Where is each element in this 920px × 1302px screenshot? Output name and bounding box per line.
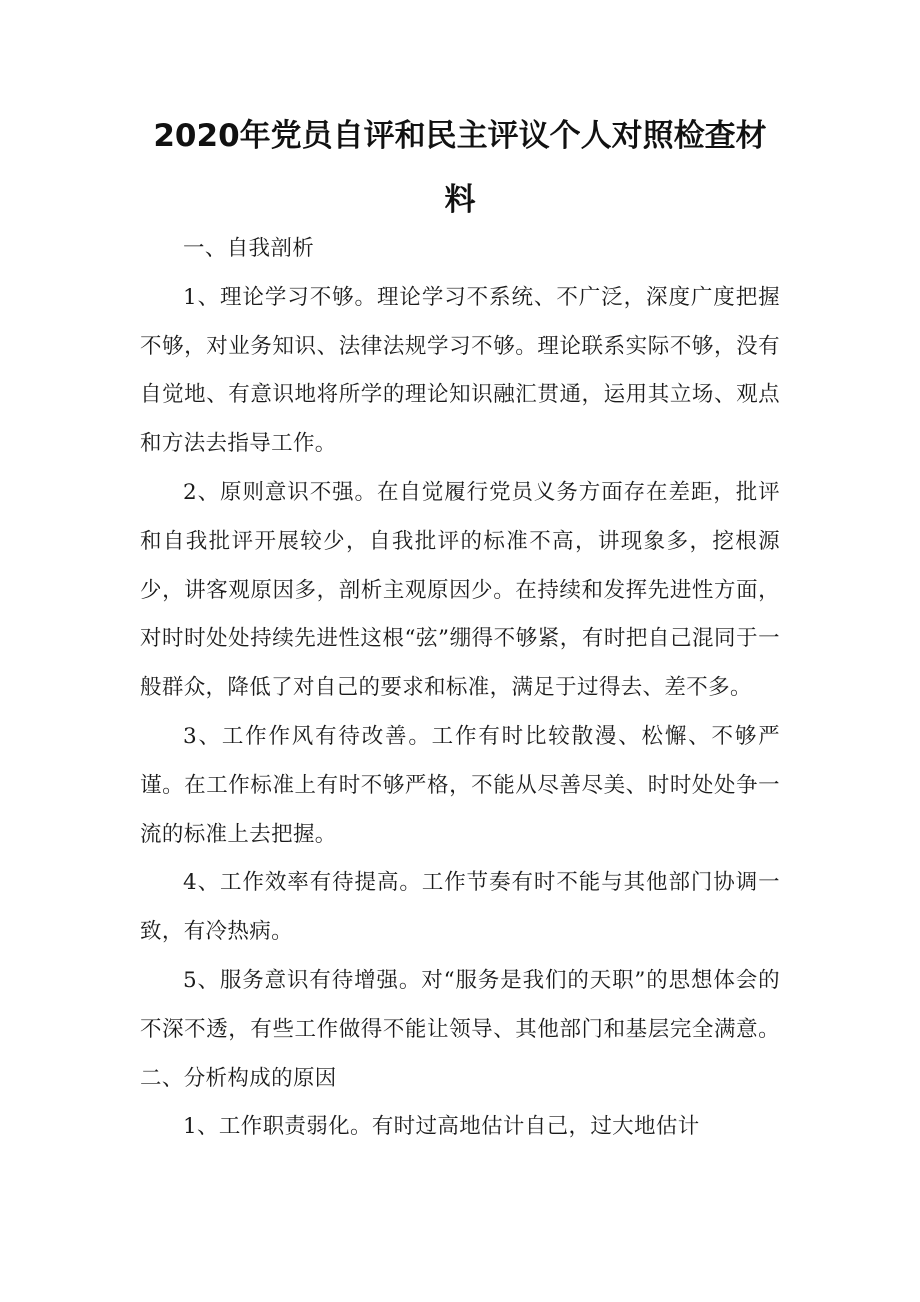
paragraph-work-efficiency: 4、工作效率有待提高。工作节奏有时不能与其他部门协调一致，有冷热病。: [140, 870, 780, 945]
document-title-line-1: 2020年党员自评和民主评议个人对照检查材: [153, 118, 767, 154]
paragraph-work-style: 3、工作作风有待改善。工作有时比较散漫、松懈、不够严谨。在工作标准上有时不够严格，不能从尽善尽美、时时处处争一流的标准上去把握。: [140, 723, 780, 847]
paragraph-service-awareness: 5、服务意识有待增强。对“服务是我们的天职”的思想体会的不深不透，有些工作做得不能让领导、其他部门和基层完全满意。二、分析构成的原因: [140, 967, 780, 1091]
paragraph-principle-awareness: 2、原则意识不强。在自觉履行党员义务方面存在差距，批评和自我批评开展较少，自我批评的标准不高，讲现象多，挖根源少，讲客观原因多，剖析主观原因少。在持续和发挥先进性方面，对时时处处持续先进性这根“弦”绷得不够紧，有时把自己混同于一般群众，降低了对自己的要求和标准，满足于过得去、差不多。: [140, 479, 780, 701]
document-title-line-2: 料: [444, 182, 476, 218]
document-body: [140, 225, 780, 1152]
paragraph-job-responsibility: 1、工作职责弱化。有时过高地估计自己，过大地估计: [183, 1114, 700, 1140]
section-heading-self-analysis: 一、自我剖析: [183, 236, 315, 261]
paragraph-theory-study: 1、理论学习不够。理论学习不系统、不广泛，深度广度把握不够，对业务知识、法律法规学习不够。理论联系实际不够，没有自觉地、有意识地将所学的理论知识融汇贯通，运用其立场、观点和方法去指导工作。: [140, 284, 780, 457]
